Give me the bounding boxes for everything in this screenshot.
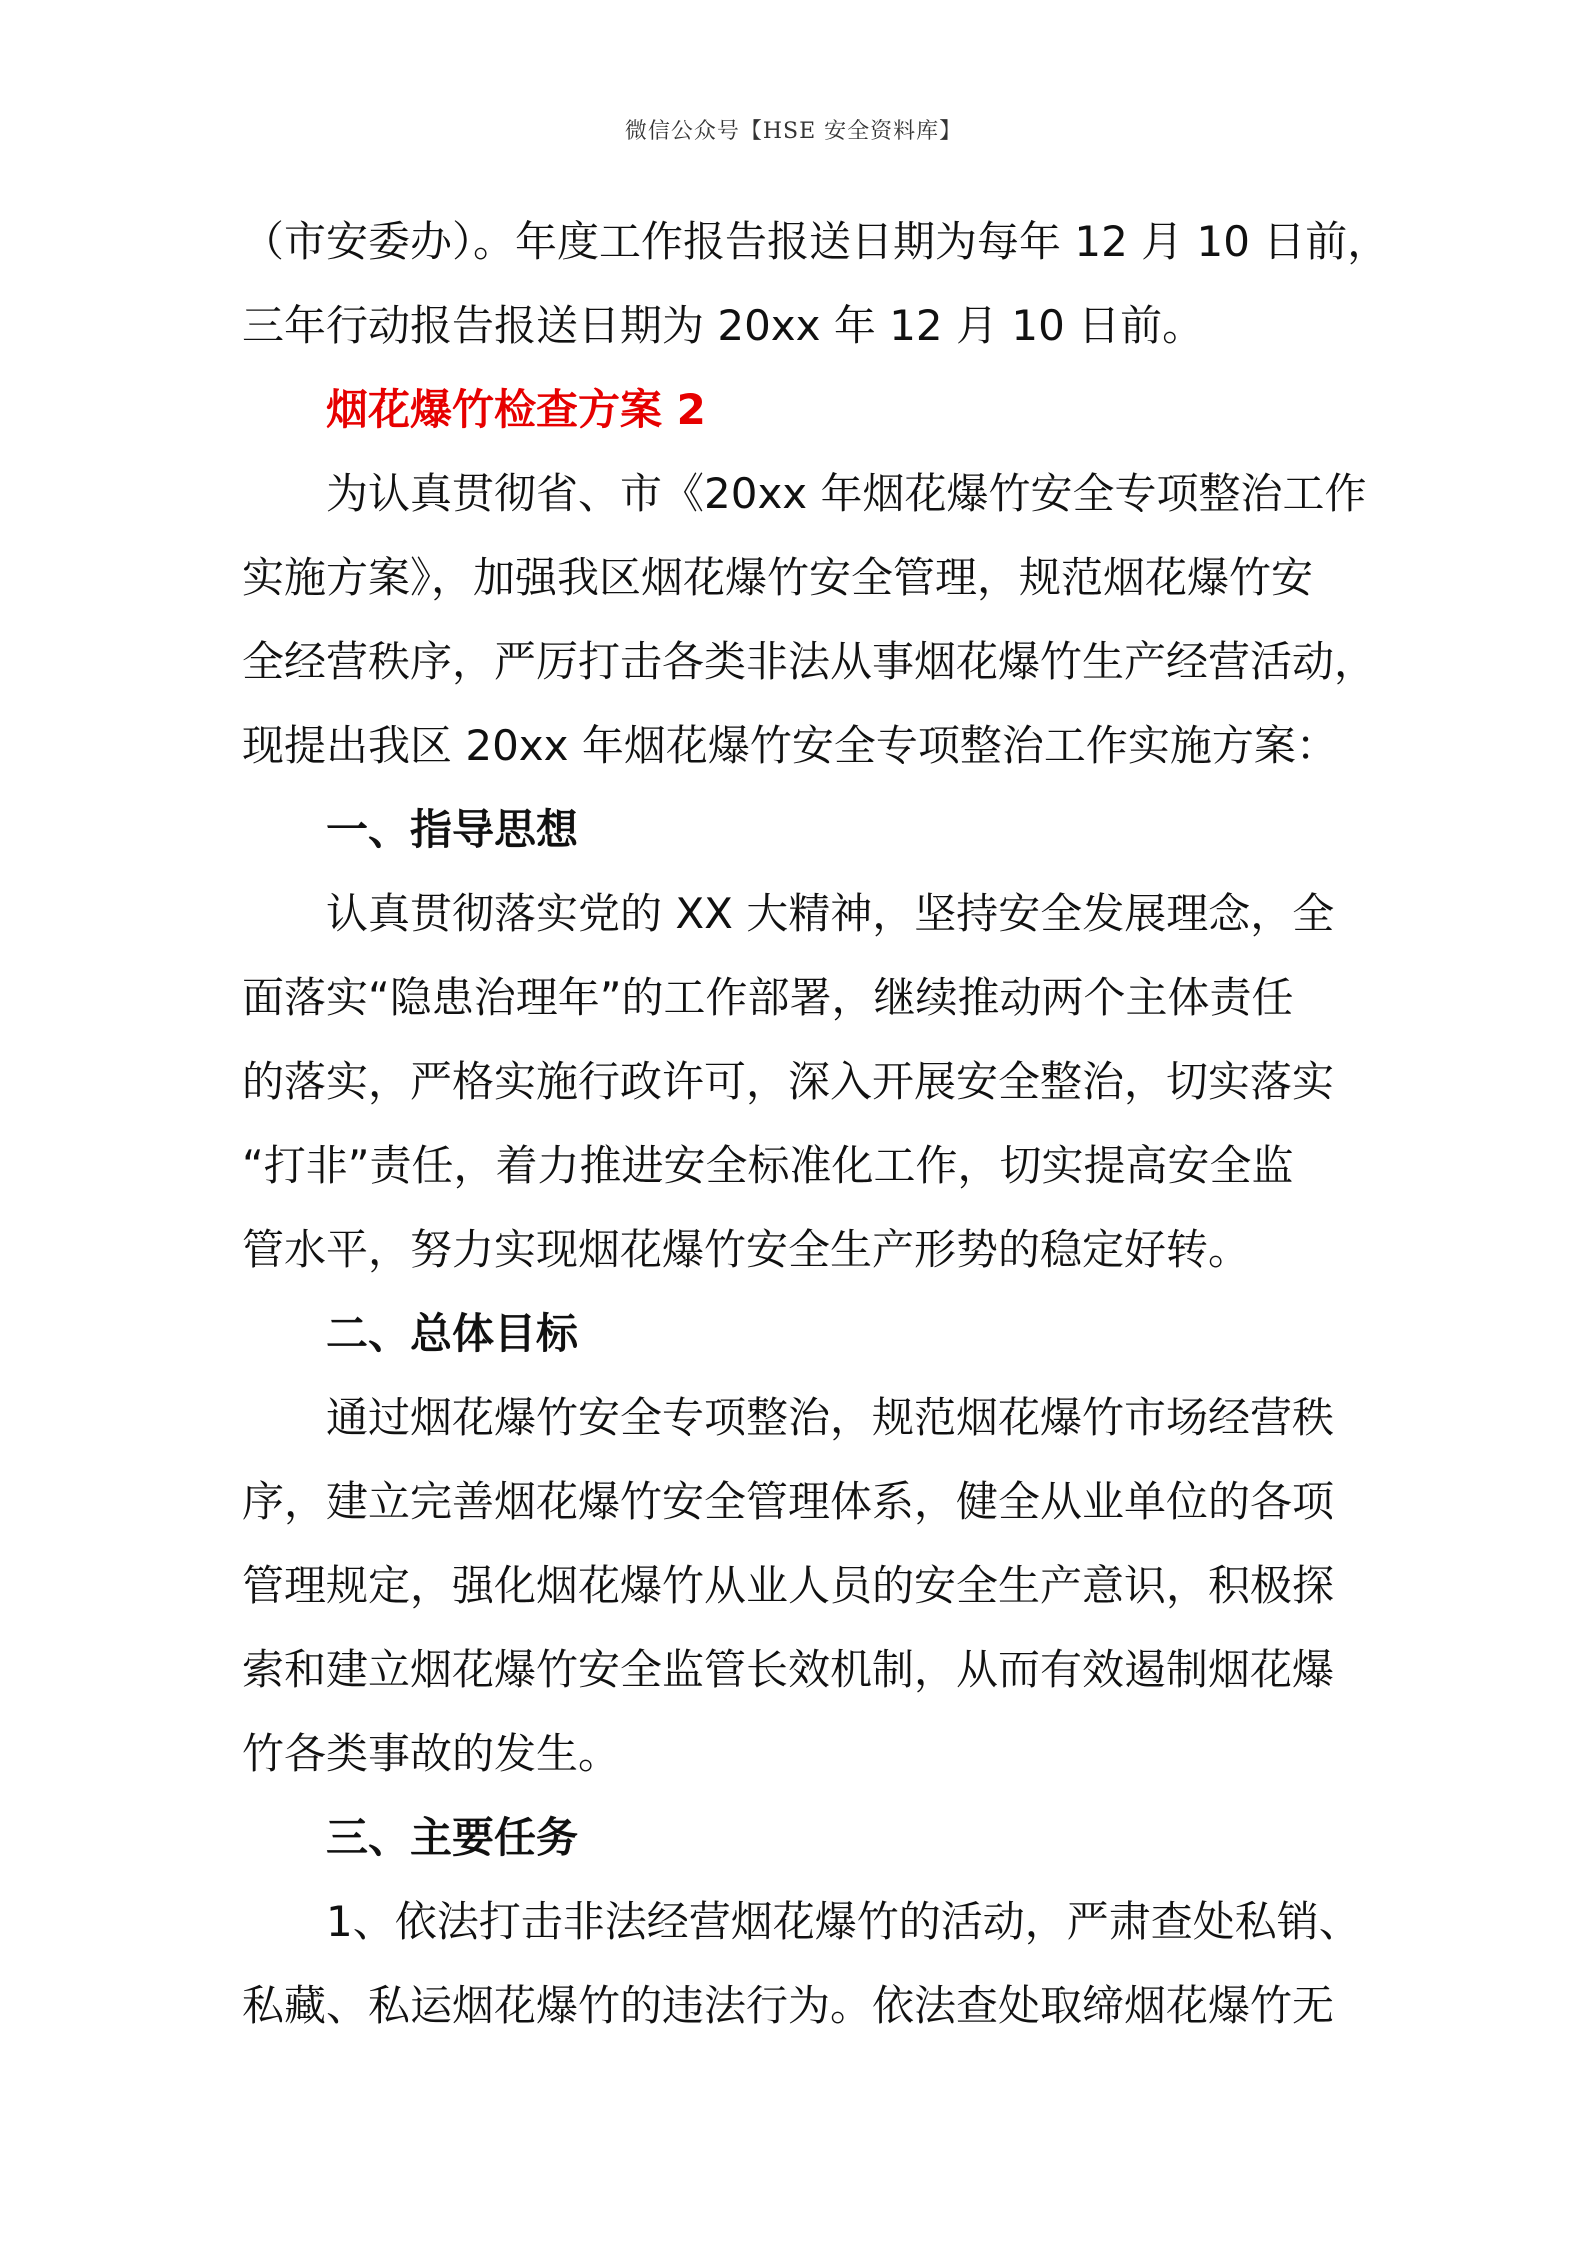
heading-guiding-ideology: 一、指导思想 (326, 805, 579, 854)
paragraph-line: 全经营秩序，严厉打击各类非法从事烟花爆竹生产经营活动， (242, 637, 1377, 686)
paragraph-line: 面落实“隐患治理年”的工作部署，继续推动两个主体责任 (242, 973, 1294, 1022)
paragraph-line: 索和建立烟花爆竹安全监管长效机制，从而有效遏制烟花爆 (242, 1645, 1335, 1694)
heading-overall-goals: 二、总体目标 (326, 1309, 579, 1358)
paragraph-line: 认真贯彻落实党的 XX 大精神，坚持安全发展理念，全 (326, 889, 1335, 938)
page-header: 微信公众号【HSE 安全资料库】 (624, 119, 963, 144)
paragraph-line: 实施方案》，加强我区烟花爆竹安全管理，规范烟花爆竹安 (242, 553, 1314, 602)
paragraph-line: 管水平，努力实现烟花爆竹安全生产形势的稳定好转。 (242, 1225, 1251, 1274)
paragraph-line: 私藏、私运烟花爆竹的违法行为。依法查处取缔烟花爆竹无 (242, 1981, 1335, 2030)
paragraph-line: 管理规定，强化烟花爆竹从业人员的安全生产意识，积极探 (242, 1561, 1335, 1610)
section-title: 烟花爆竹检查方案 2 (326, 385, 706, 434)
paragraph-line: 的落实，严格实施行政许可，深入开展安全整治，切实落实 (242, 1057, 1335, 1106)
paragraph-line: 竹各类事故的发生。 (242, 1729, 621, 1778)
paragraph-line: 通过烟花爆竹安全专项整治，规范烟花爆竹市场经营秩 (326, 1393, 1335, 1442)
document-body (242, 200, 1390, 2048)
paragraph-line: 为认真贯彻省、市《20xx 年烟花爆竹安全专项整治工作 (326, 469, 1367, 518)
heading-main-tasks: 三、主要任务 (326, 1813, 579, 1862)
paragraph-line: “打非”责任，着力推进安全标准化工作，切实提高安全监 (242, 1141, 1294, 1190)
paragraph-line: 现提出我区 20xx 年烟花爆竹安全专项整治工作实施方案： (242, 721, 1338, 770)
paragraph-line: 序，建立完善烟花爆竹安全管理体系，健全从业单位的各项 (242, 1477, 1335, 1526)
paragraph-line: 三年行动报告报送日期为 20xx 年 12 月 10 日前。 (242, 301, 1205, 350)
paragraph-line: （市安委办）。年度工作报告报送日期为每年 12 月 10 日前， (242, 217, 1390, 266)
paragraph-line: 1、依法打击非法经营烟花爆竹的活动，严肃查处私销、 (326, 1897, 1361, 1946)
